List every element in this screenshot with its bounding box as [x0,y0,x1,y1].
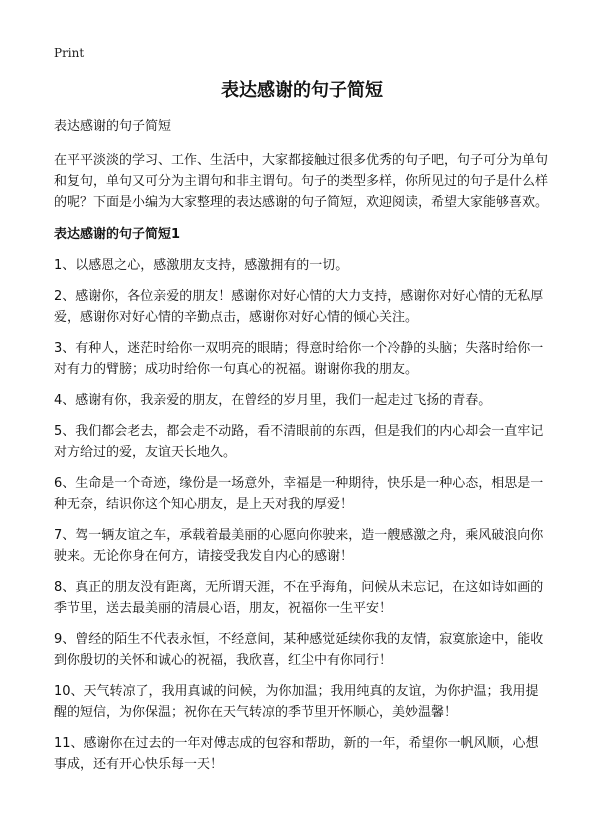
list-item: 1、以感恩之心，感激朋友支持，感激拥有的一切。 [54,258,349,273]
list-item: 10、天气转凉了，我用真诚的问候，为你加温；我用纯真的友谊，为你护温；我用提醒的短信，为你保温；祝你在天气转凉的季节里开怀顺心，美妙温馨！ [54,684,539,720]
list-item: 3、有种人，迷茫时给你一双明亮的眼睛；得意时给你一个冷静的头脑；失落时给你一对有力的臂膀；成功时给你一句真心的祝福。谢谢你我的朋友。 [54,341,544,377]
document-body [54,78,550,785]
list-item: 9、曾经的陌生不代表永恒，不经意间，某种感觉延续你我的友情，寂寞旅途中，能收到你殷切的关怀和诚心的祝福，我欣喜，红尘中有你同行！ [54,632,544,668]
list-item: 11、感谢你在过去的一年对傅志成的包容和帮助，新的一年，希望你一帆风顺，心想事成，还有开心快乐每一天！ [54,736,539,772]
section-heading: 表达感谢的句子简短1 [54,227,181,242]
list-item: 2、感谢你，各位亲爱的朋友！感谢你对好心情的大力支持，感谢你对好心情的无私厚爱，感谢你对好心情的辛勤点击，感谢你对好心情的倾心关注。 [54,289,544,325]
print-link[interactable]: Print [54,46,85,60]
list-item: 6、生命是一个奇迹，缘份是一场意外，幸福是一种期待，快乐是一种心态，相思是一种无奈，结识你这个知心朋友，是上天对我的厚爱！ [54,476,544,512]
list-item: 4、感谢有你，我亲爱的朋友，在曾经的岁月里，我们一起走过飞扬的青春。 [54,393,492,408]
list-item: 8、真正的朋友没有距离，无所谓天涯，不在乎海角，问候从未忘记，在这如诗如画的季节里，送去最美丽的清晨心语，朋友，祝福你一生平安！ [54,580,544,616]
page-title: 表达感谢的句子简短 [221,80,383,101]
list-item: 5、我们都会老去，都会走不动路，看不清眼前的东西，但是我们的内心却会一直牢记对方给过的爱，友谊天长地久。 [54,424,544,460]
intro-paragraph: 在平平淡淡的学习、工作、生活中，大家都接触过很多优秀的句子吧，句子可分为单句和复句，单句又可分为主谓句和非主谓句。句子的类型多样，你所见过的句子是什么样的呢？下面是小编为大家整理的表达感谢的句子简短，欢迎阅读，希望大家能够喜欢。 [54,153,549,210]
document-subtitle: 表达感谢的句子简短 [54,119,172,134]
list-item: 7、驾一辆友谊之车，承载着最美丽的心愿向你驶来，造一艘感激之舟，乘风破浪向你驶来。无论你身在何方，请接受我发自内心的感谢！ [54,528,544,564]
